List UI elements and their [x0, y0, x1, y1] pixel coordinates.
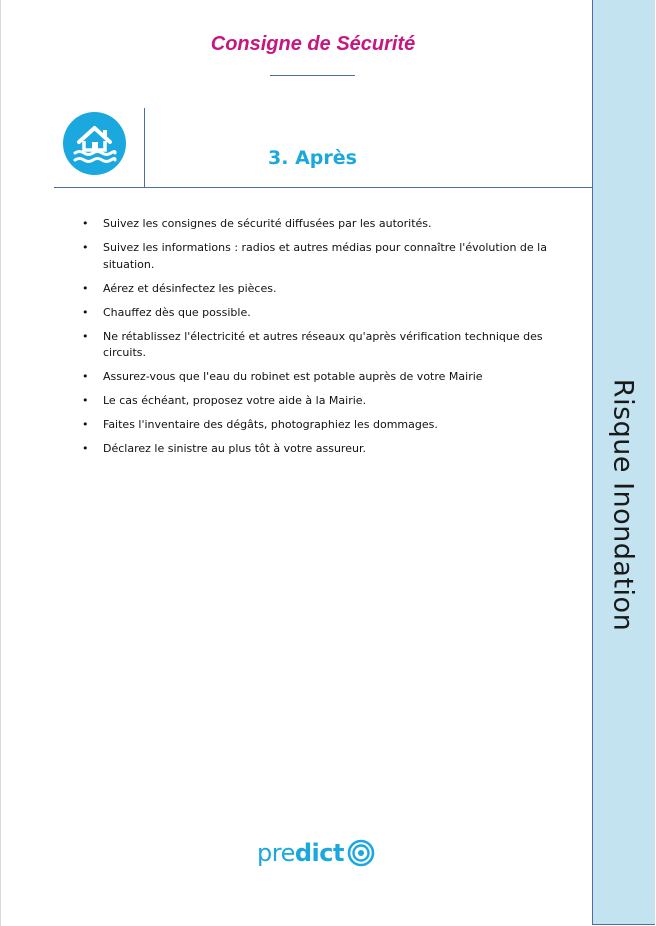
list-item	[82, 417, 557, 434]
bullet-icon: •	[82, 281, 89, 295]
list-item	[82, 393, 557, 410]
logo-text-bold: dict	[294, 839, 344, 867]
bullet-icon: •	[82, 394, 89, 407]
page-title: Consigne de Sécurité	[210, 33, 416, 55]
logo-text-light: pre	[257, 839, 295, 867]
instruction-list	[82, 216, 557, 465]
list-item	[82, 305, 557, 322]
section-divider-horizontal	[54, 187, 592, 188]
bullet-icon: •	[82, 370, 89, 383]
side-tab-label: Risque Inondation	[607, 378, 639, 632]
list-item-text: Assurez-vous que l'eau du robinet est potable auprès de votre Mairie	[103, 370, 483, 383]
target-icon	[347, 839, 375, 867]
list-item	[82, 441, 557, 458]
bullet-icon: •	[82, 329, 89, 343]
bullet-icon: •	[82, 442, 89, 455]
list-item	[82, 329, 557, 362]
flood-house-icon	[63, 112, 126, 175]
logo-wordmark	[257, 839, 344, 867]
list-item	[82, 216, 557, 233]
list-item-text: Suivez les consignes de sécurité diffusées par les autorités.	[103, 217, 432, 230]
list-item-text: Déclarez le sinistre au plus tôt à votre assureur.	[103, 442, 366, 455]
section-title: 3. Après	[268, 147, 357, 169]
list-item-text: Chauffez dès que possible.	[103, 305, 251, 319]
bullet-icon: •	[82, 241, 89, 254]
list-item-text: Aérez et désinfectez les pièces.	[103, 281, 277, 295]
list-item	[82, 281, 557, 298]
list-item-text: Le cas échéant, proposez votre aide à la Mairie.	[103, 394, 367, 407]
list-item-text: Faites l'inventaire des dégâts, photographiez les dommages.	[103, 418, 438, 431]
list-item	[82, 369, 557, 386]
list-item-text: Ne rétablissez l'électricité et autres réseaux qu'après vérification technique des circuits.	[103, 329, 543, 359]
title-underline	[270, 75, 355, 76]
predict-logo	[257, 836, 375, 870]
list-item	[82, 240, 557, 273]
page-border	[0, 0, 1, 926]
list-item-text: Suivez les informations : radios et autres médias pour connaître l'évolution de la situation.	[103, 241, 547, 271]
bullet-icon: •	[82, 418, 89, 431]
bullet-icon: •	[82, 305, 89, 319]
bullet-icon: •	[82, 217, 89, 230]
